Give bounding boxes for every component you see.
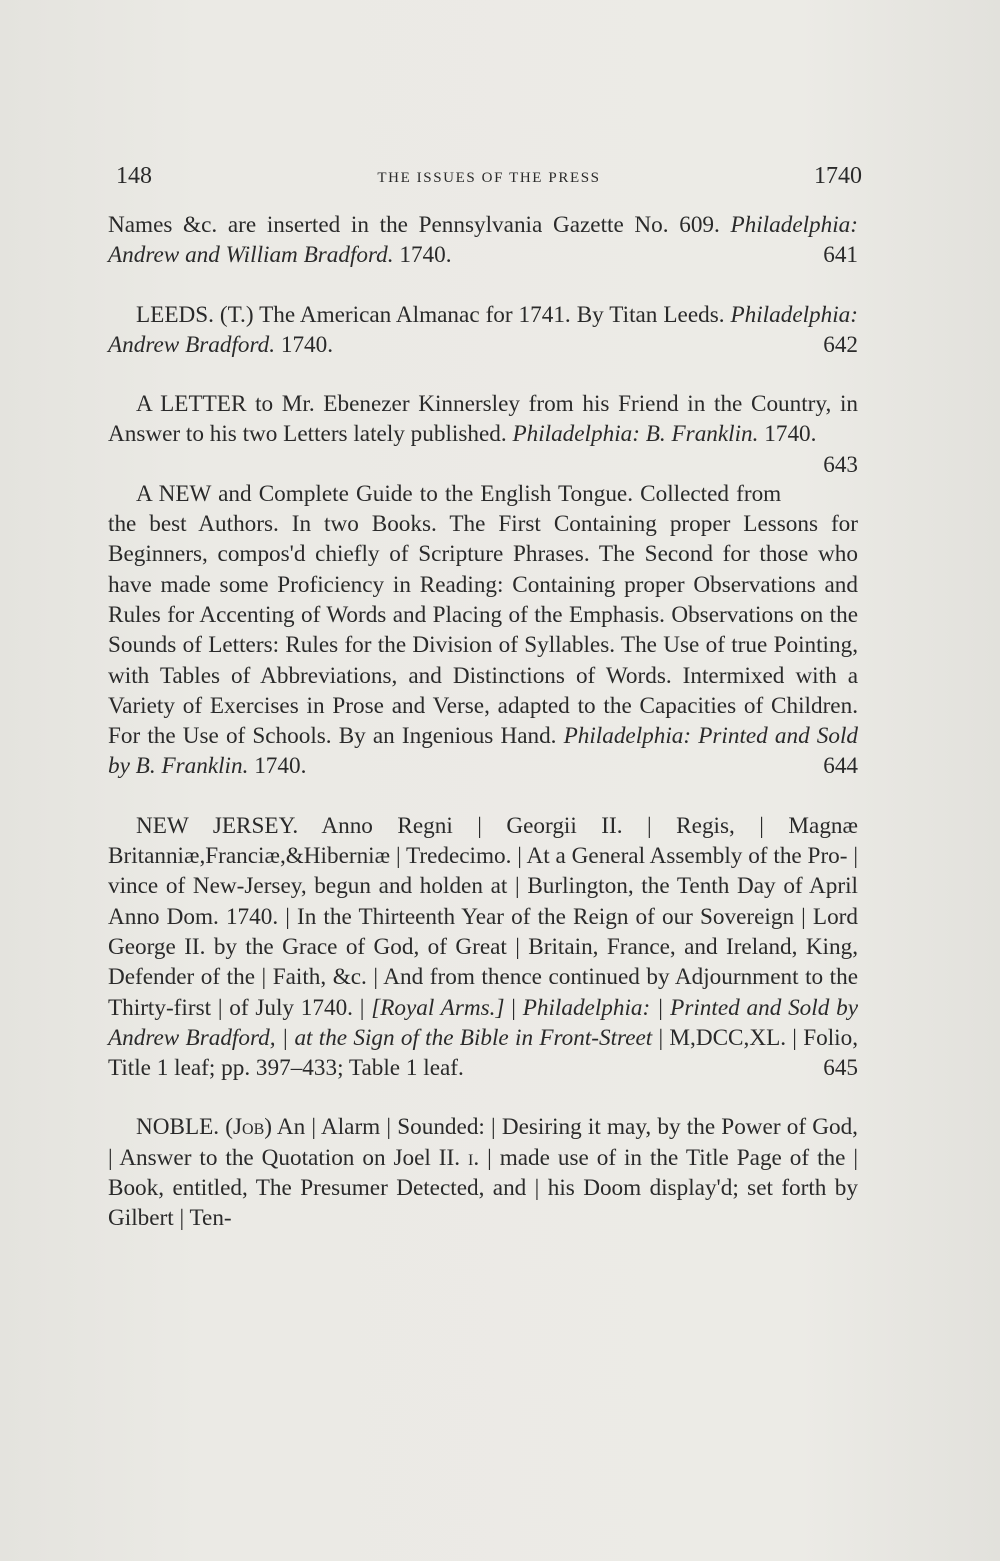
imprint-italic: Philadelphia: B. Franklin. bbox=[512, 421, 759, 448]
entry-644 bbox=[108, 479, 858, 782]
entry-text-segment: 1740. bbox=[393, 242, 452, 269]
page-number: 148 bbox=[116, 163, 152, 189]
entry-text-segment: i bbox=[468, 1144, 474, 1171]
entry-text bbox=[108, 210, 858, 271]
entry-text-segment: 1740. bbox=[275, 331, 334, 358]
entry-text bbox=[108, 811, 858, 1084]
entry-number: 644 bbox=[823, 753, 858, 780]
entry-text bbox=[108, 300, 858, 361]
entry-text-segment: . | made use of in the Title Page of the | Book, entitled, The Presumer Detected, and | his Doom display'd; set forth by Gilbert | Ten- bbox=[108, 1144, 858, 1232]
entry-text-segment: ) An | Alarm | Sounded: | Desiring it may, by the Power of God, | Answer to the Quotation on Joel II. bbox=[108, 1114, 858, 1171]
entry-text-segment: | bbox=[504, 994, 523, 1021]
entry-text bbox=[108, 479, 858, 782]
imprint-italic: Philadelphia: Andrew and William Bradford. bbox=[108, 212, 858, 269]
entry-text-segment: | M,DCC,XL. | Folio, Title 1 leaf; pp. 397–433; Table 1 leaf. bbox=[108, 1024, 858, 1082]
entry-641 bbox=[108, 210, 858, 271]
imprint-italic: Philadelphia: Printed and Sold by B. Franklin. bbox=[108, 723, 858, 780]
entry-text-segment: Job bbox=[233, 1114, 265, 1141]
entry-text-segment: NEW JERSEY. Anno Regni | Georgii II. | Regis, | Magnæ Britanniæ,Franciæ,&Hiberniæ | Tredecimo. | At a General Assembly of the Pro- | vince of New-Jersey, begun and holden at | Burlington, the Tenth Day of April Anno Dom. 1740. | In the Thirteenth Year of the Reign of our Sovereign | Lord George II. by the Grace of God, of Great | Britain, France, and Ireland, King, Defender of the | Faith, &c. | And from thence continued by Adjournment to the Thirty-first | of July 1740. | bbox=[108, 812, 858, 1021]
entry-text-segment: Names &c. are inserted in the Pennsylvania Gazette No. 609. bbox=[108, 212, 731, 238]
entry-text-segment: NOBLE. ( bbox=[136, 1114, 233, 1141]
running-title: THE ISSUES OF THE PRESS bbox=[377, 170, 601, 186]
entry-number: 641 bbox=[823, 242, 858, 269]
entry-642 bbox=[108, 300, 858, 361]
entry-text-segment: LEEDS. (T.) The American Almanac for 1741. By Titan Leeds. bbox=[136, 301, 731, 328]
entry-text-segment: A LETTER to Mr. Ebenezer Kinnersley from his Friend in the Country, in Answer to his two Letters lately published. bbox=[108, 391, 858, 448]
entry-645 bbox=[108, 811, 858, 1084]
entry-number: 643 bbox=[823, 451, 858, 478]
imprint-italic: Philadelphia: | Printed and Sold by Andrew Bradford, | at the Sign of the Bible in Front-Street bbox=[108, 994, 858, 1051]
entry-text bbox=[108, 389, 858, 478]
entry-text-segment: 1740. bbox=[758, 421, 817, 448]
entry-643 bbox=[108, 389, 858, 478]
imprint-italic: Philadelphia: Andrew Bradford. bbox=[108, 301, 858, 358]
entry-text bbox=[108, 1112, 858, 1233]
entry-number: 642 bbox=[823, 331, 858, 358]
entries-list bbox=[108, 210, 858, 1263]
entry-noble bbox=[108, 1112, 858, 1233]
header-year: 1740 bbox=[814, 163, 862, 189]
imprint-italic: [Royal Arms.] bbox=[371, 994, 505, 1021]
entry-text-segment: 1740. bbox=[248, 753, 307, 780]
entry-text-segment: A NEW and Complete Guide to the English Tongue. Collected from the best Authors. In two Books. The First Containing proper Lessons for Beginners, compos'd chiefly of Scripture Phrases. The Second for those who have made some Proficiency in Reading: Containing proper Observations and Rules for Accenting of Words and Placing of the Emphasis. Observations on the Sounds of Letters: Rules for the Division of Syllables. The Use of true Pointing, with Tables of Abbreviations, and Distinctions of Words. Intermixed with a Variety of Exercises in Prose and Verse, adapted to the Capacities of Children. For the Use of Schools. By an Ingenious Hand. bbox=[108, 480, 858, 750]
running-header bbox=[116, 163, 862, 195]
entry-number: 645 bbox=[823, 1055, 858, 1082]
